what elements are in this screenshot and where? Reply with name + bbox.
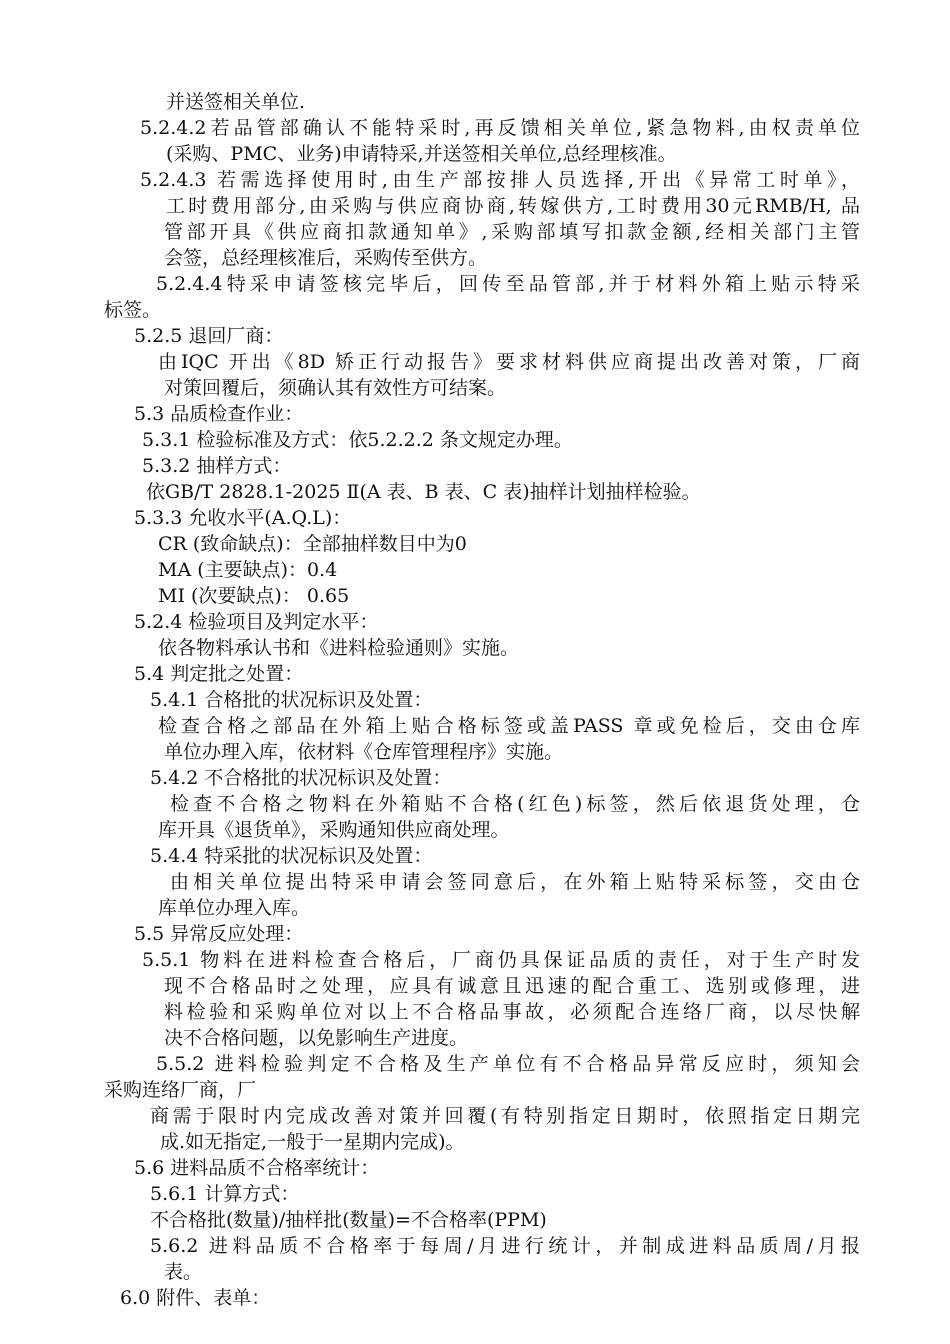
- section-heading: 5.4.4 特采批的状况标识及处置：: [150, 845, 433, 867]
- text-line: 5.2.4.2若品管部确认不能特采时,再反馈相关单位,紧急物料,由权责单位: [140, 117, 860, 139]
- text-line: 标签。: [104, 299, 162, 321]
- text-line: 5.3.1 检验标准及方式：依5.2.2.2 条文规定办理。: [142, 429, 573, 451]
- text-line: 决不合格问题，以免影响生产进度。: [164, 1027, 469, 1049]
- text-line: 5.6.2 进料品质不合格率于每周/月进行统计，并制成进料品质周/月报: [150, 1235, 860, 1257]
- text-line: 5.2.4.3 若需选择使用时,由生产部按排人员选择,开出《异常工时单》，: [140, 169, 860, 191]
- text-line: 由相关单位提出特采申请会签同意后，在外箱上贴特采标签，交由仓: [170, 871, 860, 893]
- text-line: 库单位办理入库。: [158, 897, 311, 919]
- section-heading: 5.3.2 抽样方式：: [142, 455, 292, 477]
- text-line: 采购连络厂商，厂: [104, 1079, 257, 1101]
- text-line: 料检验和采购单位对以上不合格品事故，必须配合连络厂商，以尽快解: [164, 1001, 860, 1023]
- section-heading: 6.0 附件、表单：: [120, 1287, 271, 1309]
- text-line: MI (次要缺点)： 0.65: [158, 585, 350, 607]
- text-line: 并送签相关单位.: [166, 91, 306, 113]
- section-heading: 5.2.4 检验项目及判定水平：: [134, 611, 379, 633]
- section-heading: 5.3.3 允收水平(A.Q.L)：: [134, 507, 352, 529]
- text-line: 工时费用部分,由采购与供应商协商,转嫁供方,工时费用30元RMB/H, 品: [166, 195, 860, 217]
- text-line: 依各物料承认书和《进料检验通则》实施。: [158, 637, 520, 659]
- text-line: 表。: [164, 1261, 203, 1283]
- text-line: 对策回覆后，须确认其有效性方可结案。: [164, 377, 507, 399]
- section-heading: 5.3 品质检查作业：: [134, 403, 304, 425]
- section-heading: 5.6.1 计算方式：: [150, 1183, 300, 1205]
- section-heading: 5.4.1 合格批的状况标识及处置：: [150, 689, 433, 711]
- text-line: 5.5.2 进料检验判定不合格及生产单位有不合格品异常反应时，须知会: [156, 1053, 860, 1075]
- text-line: 5.2.4.4特采申请签核完毕后，回传至品管部,并于材料外箱上贴示特采: [156, 273, 860, 295]
- text-line: 依GB/T 2828.1-2025 Ⅱ(A 表、B 表、C 表)抽样计划抽样检验。: [146, 481, 701, 503]
- text-line: 由IQC 开出《8D 矫正行动报告》要求材料供应商提出改善对策，厂商: [158, 351, 860, 373]
- text-line: 库开具《退货单》，采购通知供应商处理。: [158, 819, 510, 841]
- text-line: 检查不合格之物料在外箱贴不合格(红色)标签，然后依退货处理，仓: [170, 793, 860, 815]
- section-heading: 5.5 异常反应处理：: [134, 923, 304, 945]
- text-line: 商需于限时内完成改善对策并回覆(有特别指定日期时，依照指定日期完: [150, 1105, 860, 1127]
- section-heading: 5.4.2 不合格批的状况标识及处置：: [150, 767, 452, 789]
- text-line: 不合格批(数量)/抽样批(数量)=不合格率(PPM): [150, 1209, 547, 1231]
- text-line: 检查合格之部品在外箱上贴合格标签或盖PASS 章或免检后，交由仓库: [158, 715, 860, 737]
- text-line: CR (致命缺点)：全部抽样数目中为0: [158, 533, 467, 555]
- text-line: 现不合格品时之处理，应具有诚意且迅速的配合重工、选别或修理，进: [164, 975, 860, 997]
- section-heading: 5.6 进料品质不合格率统计：: [134, 1157, 380, 1179]
- text-line: 管部开具《供应商扣款通知单》,采购部填写扣款金额,经相关部门主管: [164, 221, 860, 243]
- text-line: MA (主要缺点)：0.4: [158, 559, 338, 581]
- section-heading: 5.4 判定批之处置：: [134, 663, 304, 685]
- text-line: 会签，总经理核准后，采购传至供方。: [164, 247, 488, 269]
- section-heading: 5.2.5 退回厂商：: [134, 325, 284, 347]
- text-line: 5.5.1 物料在进料检查合格后，厂商仍具保证品质的责任，对于生产时发: [142, 949, 860, 971]
- text-line: 单位办理入库，依材料《仓库管理程序》实施。: [164, 741, 564, 763]
- text-line: 成.如无指定,一般于一星期内完成)。: [160, 1131, 465, 1153]
- text-line: (采购、PMC、业务)申请特采,并送签相关单位,总经理核准。: [166, 143, 677, 165]
